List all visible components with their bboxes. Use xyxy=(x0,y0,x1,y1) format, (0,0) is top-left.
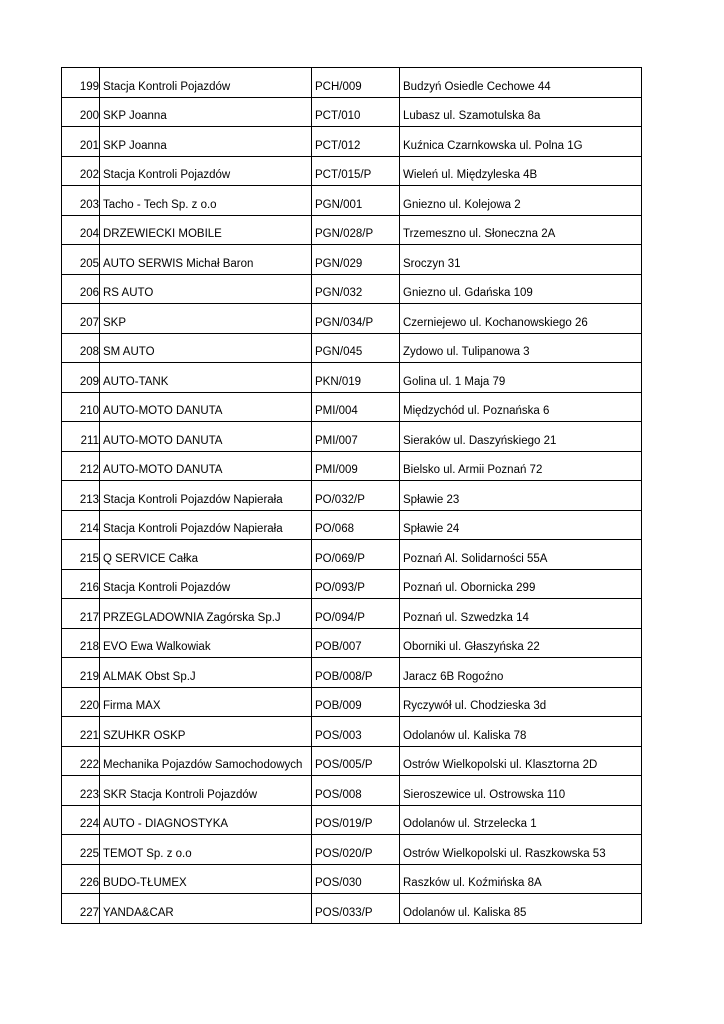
station-name-cell: YANDA&CAR xyxy=(100,894,312,924)
row-number-cell: 215 xyxy=(62,540,100,570)
station-name-cell: Stacja Kontroli Pojazdów xyxy=(100,68,312,98)
station-address-cell: Kuźnica Czarnkowska ul. Polna 1G xyxy=(400,127,642,157)
station-name-cell: AUTO SERWIS Michał Baron xyxy=(100,245,312,275)
station-name-cell: SKP xyxy=(100,304,312,334)
table-row xyxy=(62,481,642,511)
row-number-cell: 209 xyxy=(62,363,100,393)
station-name-cell: EVO Ewa Walkowiak xyxy=(100,628,312,658)
station-name-cell: Q SERVICE Całka xyxy=(100,540,312,570)
station-address-cell: Poznań Al. Solidarności 55A xyxy=(400,540,642,570)
station-name-cell: AUTO-MOTO DANUTA xyxy=(100,451,312,481)
table-row xyxy=(62,363,642,393)
station-address-cell: Czerniejewo ul. Kochanowskiego 26 xyxy=(400,304,642,334)
station-address-cell: Gniezno ul. Gdańska 109 xyxy=(400,274,642,304)
row-number-cell: 223 xyxy=(62,776,100,806)
station-name-cell: DRZEWIECKI MOBILE xyxy=(100,215,312,245)
table-row xyxy=(62,599,642,629)
station-name-cell: AUTO - DIAGNOSTYKA xyxy=(100,805,312,835)
station-code-cell: PGN/032 xyxy=(312,274,400,304)
row-number-cell: 216 xyxy=(62,569,100,599)
station-code-cell: PO/093/P xyxy=(312,569,400,599)
row-number-cell: 214 xyxy=(62,510,100,540)
row-number-cell: 225 xyxy=(62,835,100,865)
row-number-cell: 199 xyxy=(62,68,100,98)
row-number-cell: 207 xyxy=(62,304,100,334)
table-row xyxy=(62,97,642,127)
row-number-cell: 210 xyxy=(62,392,100,422)
station-code-cell: PCT/010 xyxy=(312,97,400,127)
station-address-cell: Jaracz 6B Rogoźno xyxy=(400,658,642,688)
row-number-cell: 222 xyxy=(62,746,100,776)
table-row xyxy=(62,864,642,894)
station-name-cell: SKP Joanna xyxy=(100,127,312,157)
station-code-cell: PO/094/P xyxy=(312,599,400,629)
station-name-cell: ALMAK Obst Sp.J xyxy=(100,658,312,688)
station-address-cell: Oborniki ul. Głaszyńska 22 xyxy=(400,628,642,658)
station-code-cell: POB/009 xyxy=(312,687,400,717)
row-number-cell: 219 xyxy=(62,658,100,688)
station-name-cell: Stacja Kontroli Pojazdów xyxy=(100,569,312,599)
station-name-cell: AUTO-TANK xyxy=(100,363,312,393)
station-address-cell: Sieroszewice ul. Ostrowska 110 xyxy=(400,776,642,806)
station-code-cell: POS/030 xyxy=(312,864,400,894)
table-row xyxy=(62,540,642,570)
station-code-cell: PO/069/P xyxy=(312,540,400,570)
table-row xyxy=(62,510,642,540)
table-row xyxy=(62,717,642,747)
station-address-cell: Golina ul. 1 Maja 79 xyxy=(400,363,642,393)
station-address-cell: Ostrów Wielkopolski ul. Klasztorna 2D xyxy=(400,746,642,776)
row-number-cell: 224 xyxy=(62,805,100,835)
station-code-cell: POS/019/P xyxy=(312,805,400,835)
table-row xyxy=(62,658,642,688)
station-code-cell: PGN/045 xyxy=(312,333,400,363)
station-name-cell: SKR Stacja Kontroli Pojazdów xyxy=(100,776,312,806)
station-name-cell: RS AUTO xyxy=(100,274,312,304)
station-name-cell: SKP Joanna xyxy=(100,97,312,127)
table-row xyxy=(62,127,642,157)
station-address-cell: Bielsko ul. Armii Poznań 72 xyxy=(400,451,642,481)
station-address-cell: Spławie 24 xyxy=(400,510,642,540)
station-address-cell: Odolanów ul. Kaliska 85 xyxy=(400,894,642,924)
row-number-cell: 221 xyxy=(62,717,100,747)
row-number-cell: 226 xyxy=(62,864,100,894)
station-code-cell: PGN/001 xyxy=(312,186,400,216)
station-address-cell: Sroczyn 31 xyxy=(400,245,642,275)
station-code-cell: PMI/009 xyxy=(312,451,400,481)
station-name-cell: AUTO-MOTO DANUTA xyxy=(100,422,312,452)
table-row xyxy=(62,274,642,304)
station-code-cell: PMI/007 xyxy=(312,422,400,452)
station-code-cell: PGN/034/P xyxy=(312,304,400,334)
table-row xyxy=(62,245,642,275)
table-row xyxy=(62,422,642,452)
station-code-cell: PKN/019 xyxy=(312,363,400,393)
station-address-cell: Odolanów ul. Strzelecka 1 xyxy=(400,805,642,835)
station-address-cell: Trzemeszno ul. Słoneczna 2A xyxy=(400,215,642,245)
station-address-cell: Ostrów Wielkopolski ul. Raszkowska 53 xyxy=(400,835,642,865)
station-code-cell: POS/008 xyxy=(312,776,400,806)
row-number-cell: 201 xyxy=(62,127,100,157)
table-row xyxy=(62,776,642,806)
station-address-cell: Wieleń ul. Międzyleska 4B xyxy=(400,156,642,186)
table-row xyxy=(62,451,642,481)
row-number-cell: 202 xyxy=(62,156,100,186)
station-code-cell: PCH/009 xyxy=(312,68,400,98)
station-name-cell: Stacja Kontroli Pojazdów Napierała xyxy=(100,481,312,511)
row-number-cell: 211 xyxy=(62,422,100,452)
table-row xyxy=(62,687,642,717)
station-address-cell: Poznań ul. Obornicka 299 xyxy=(400,569,642,599)
table-row xyxy=(62,186,642,216)
row-number-cell: 205 xyxy=(62,245,100,275)
station-name-cell: Stacja Kontroli Pojazdów xyxy=(100,156,312,186)
station-address-cell: Lubasz ul. Szamotulska 8a xyxy=(400,97,642,127)
station-code-cell: PO/032/P xyxy=(312,481,400,511)
station-name-cell: Firma MAX xyxy=(100,687,312,717)
stations-table-body xyxy=(62,68,642,924)
station-code-cell: PO/068 xyxy=(312,510,400,540)
table-row xyxy=(62,746,642,776)
table-row xyxy=(62,894,642,924)
station-name-cell: Tacho - Tech Sp. z o.o xyxy=(100,186,312,216)
table-row xyxy=(62,333,642,363)
table-row xyxy=(62,68,642,98)
row-number-cell: 220 xyxy=(62,687,100,717)
station-code-cell: POS/020/P xyxy=(312,835,400,865)
station-name-cell: SM AUTO xyxy=(100,333,312,363)
station-name-cell: BUDO-TŁUMEX xyxy=(100,864,312,894)
station-code-cell: PGN/029 xyxy=(312,245,400,275)
station-code-cell: POB/007 xyxy=(312,628,400,658)
row-number-cell: 218 xyxy=(62,628,100,658)
station-address-cell: Budzyń Osiedle Cechowe 44 xyxy=(400,68,642,98)
station-code-cell: PCT/015/P xyxy=(312,156,400,186)
row-number-cell: 200 xyxy=(62,97,100,127)
station-address-cell: Zydowo ul. Tulipanowa 3 xyxy=(400,333,642,363)
station-name-cell: Stacja Kontroli Pojazdów Napierała xyxy=(100,510,312,540)
station-code-cell: POS/033/P xyxy=(312,894,400,924)
station-address-cell: Międzychód ul. Poznańska 6 xyxy=(400,392,642,422)
row-number-cell: 208 xyxy=(62,333,100,363)
row-number-cell: 203 xyxy=(62,186,100,216)
table-row xyxy=(62,628,642,658)
station-name-cell: TEMOT Sp. z o.o xyxy=(100,835,312,865)
station-address-cell: Ryczywół ul. Chodzieska 3d xyxy=(400,687,642,717)
table-row xyxy=(62,304,642,334)
station-name-cell: SZUHKR OSKP xyxy=(100,717,312,747)
row-number-cell: 217 xyxy=(62,599,100,629)
table-row xyxy=(62,569,642,599)
station-address-cell: Poznań ul. Szwedzka 14 xyxy=(400,599,642,629)
row-number-cell: 213 xyxy=(62,481,100,511)
station-code-cell: PCT/012 xyxy=(312,127,400,157)
row-number-cell: 206 xyxy=(62,274,100,304)
station-address-cell: Raszków ul. Koźmińska 8A xyxy=(400,864,642,894)
station-code-cell: POS/003 xyxy=(312,717,400,747)
station-code-cell: POS/005/P xyxy=(312,746,400,776)
station-name-cell: Mechanika Pojazdów Samochodowych xyxy=(100,746,312,776)
station-address-cell: Gniezno ul. Kolejowa 2 xyxy=(400,186,642,216)
stations-table xyxy=(61,67,642,924)
station-address-cell: Sieraków ul. Daszyńskiego 21 xyxy=(400,422,642,452)
station-code-cell: POB/008/P xyxy=(312,658,400,688)
station-code-cell: PMI/004 xyxy=(312,392,400,422)
station-name-cell: PRZEGLADOWNIA Zagórska Sp.J xyxy=(100,599,312,629)
station-address-cell: Odolanów ul. Kaliska 78 xyxy=(400,717,642,747)
station-address-cell: Spławie 23 xyxy=(400,481,642,511)
station-name-cell: AUTO-MOTO DANUTA xyxy=(100,392,312,422)
row-number-cell: 227 xyxy=(62,894,100,924)
table-row xyxy=(62,392,642,422)
row-number-cell: 212 xyxy=(62,451,100,481)
table-row xyxy=(62,805,642,835)
table-row xyxy=(62,835,642,865)
table-row xyxy=(62,156,642,186)
table-row xyxy=(62,215,642,245)
station-code-cell: PGN/028/P xyxy=(312,215,400,245)
row-number-cell: 204 xyxy=(62,215,100,245)
